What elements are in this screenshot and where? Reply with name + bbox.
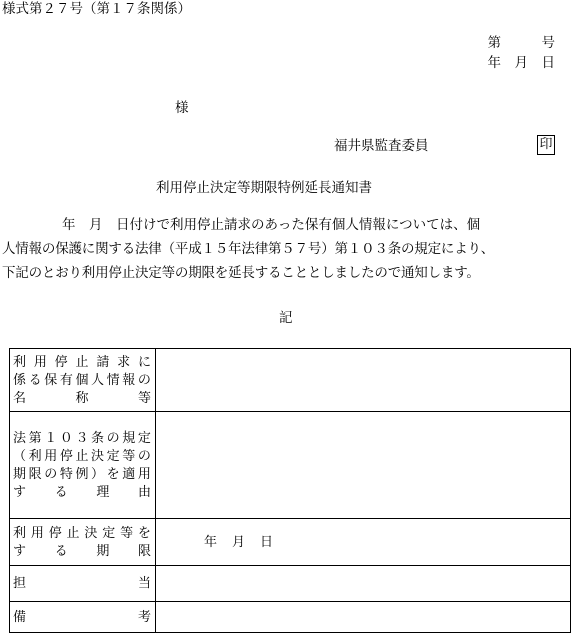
label-char: 特 xyxy=(59,466,73,482)
label-char: （ xyxy=(13,448,27,464)
label-char: ） xyxy=(91,466,105,482)
label-char: 利 xyxy=(28,448,42,464)
label-char: 等 xyxy=(137,390,151,406)
info-table-body xyxy=(10,349,571,633)
label-char: 停 xyxy=(48,525,62,541)
label-char: 定 xyxy=(106,448,120,464)
label-char: 担 xyxy=(13,576,27,591)
reference-number-line: 第 号 xyxy=(487,35,555,51)
label-char: の xyxy=(137,372,151,388)
label-char: 止 xyxy=(75,448,89,464)
table-row xyxy=(10,349,571,412)
label-char: の xyxy=(106,430,120,446)
issuer-name: 福井県監査委員 xyxy=(334,138,429,154)
row-label-line xyxy=(10,575,155,593)
label-char: 等 xyxy=(122,448,136,464)
row-label-line xyxy=(10,465,155,483)
row-label-cell xyxy=(10,566,156,602)
row-label-cell xyxy=(10,412,156,519)
body-text-line-3: 下記のとおり利用停止決定等の期限を延長することとしましたので通知します。 xyxy=(2,265,480,281)
row-label-cell xyxy=(10,602,156,633)
label-char: 用 xyxy=(137,466,151,482)
row-label-line xyxy=(10,483,155,501)
row-value-cell[interactable] xyxy=(156,566,571,602)
label-char: 止 xyxy=(75,354,89,370)
info-table xyxy=(9,348,571,633)
row-label-line xyxy=(10,353,155,371)
label-char: 決 xyxy=(84,525,98,541)
form-number: 様式第２７号（第１７条関係） xyxy=(2,1,191,17)
table-row xyxy=(10,566,571,602)
row-label-line xyxy=(10,447,155,465)
label-char: 備 xyxy=(13,609,27,625)
row-value-cell[interactable] xyxy=(156,602,571,633)
row-value-text: 年 月 日 xyxy=(204,534,275,550)
label-char: 個 xyxy=(75,372,89,388)
label-char: る xyxy=(54,543,68,559)
label-char: 利 xyxy=(13,354,27,370)
label-char: 求 xyxy=(117,354,131,370)
label-char: 期 xyxy=(13,466,27,482)
label-char: 人 xyxy=(91,372,105,388)
body-text-line-1: 年 月 日付けで利用停止請求のあった保有個人情報については、個 xyxy=(62,217,481,233)
label-char: る xyxy=(28,372,42,388)
label-char: 停 xyxy=(54,354,68,370)
row-label-line xyxy=(10,542,155,560)
label-char: を xyxy=(106,466,120,482)
row-value-cell[interactable] xyxy=(156,412,571,519)
row-label-cell xyxy=(10,349,156,412)
date-line: 年 月 日 xyxy=(487,55,555,71)
label-char: 期 xyxy=(96,543,110,559)
table-row xyxy=(10,602,571,633)
row-label-cell xyxy=(10,519,156,566)
label-char: 定 xyxy=(137,430,151,446)
label-char: 用 xyxy=(44,448,58,464)
label-char: 法 xyxy=(13,430,27,446)
label-char: る xyxy=(54,484,68,500)
label-char: 当 xyxy=(137,576,151,591)
label-char: 第 xyxy=(28,430,42,446)
body-text-line-2: 人情報の保護に関する法律（平成１５年法律第５７号）第１０３条の規定により、 xyxy=(2,241,495,257)
label-char: 条 xyxy=(91,430,105,446)
row-value-cell[interactable] xyxy=(156,349,571,412)
label-char: ３ xyxy=(75,430,89,446)
label-char: の xyxy=(44,466,58,482)
label-char: 情 xyxy=(106,372,120,388)
label-char: 止 xyxy=(66,525,80,541)
label-char: １ xyxy=(44,430,58,446)
label-char: 規 xyxy=(122,430,136,446)
row-label-line xyxy=(10,389,155,407)
label-char: 考 xyxy=(137,609,151,625)
row-label-line xyxy=(10,429,155,447)
row-value-cell[interactable] xyxy=(156,519,571,566)
label-char: 限 xyxy=(28,466,42,482)
label-char: 適 xyxy=(122,466,136,482)
addressee-honorific: 様 xyxy=(175,100,189,116)
table-row xyxy=(10,519,571,566)
ki-heading: 記 xyxy=(279,310,293,326)
label-char: を xyxy=(137,525,151,541)
table-row xyxy=(10,412,571,519)
row-label-line xyxy=(10,371,155,389)
label-char: 例 xyxy=(75,466,89,482)
label-char: 係 xyxy=(13,372,27,388)
label-char: す xyxy=(13,543,27,559)
label-char: の xyxy=(137,448,151,464)
document-title: 利用停止決定等期限特例延長通知書 xyxy=(156,180,372,196)
label-char: 報 xyxy=(122,372,136,388)
label-char: す xyxy=(13,484,27,500)
label-char: 理 xyxy=(96,484,110,500)
seal-mark: 印 xyxy=(537,135,555,155)
label-char: 由 xyxy=(137,484,151,500)
label-char: 用 xyxy=(30,525,44,541)
label-char: 利 xyxy=(13,525,27,541)
label-char: 決 xyxy=(91,448,105,464)
label-char: 限 xyxy=(137,543,151,559)
label-char: 保 xyxy=(44,372,58,388)
label-char: に xyxy=(137,354,151,370)
label-char: 定 xyxy=(102,525,116,541)
row-label-line xyxy=(10,608,155,626)
label-char: 用 xyxy=(33,354,47,370)
label-char: 請 xyxy=(96,354,110,370)
label-char: 停 xyxy=(59,448,73,464)
label-char: 有 xyxy=(59,372,73,388)
label-char: ０ xyxy=(59,430,73,446)
label-char: 称 xyxy=(75,390,89,406)
label-char: 等 xyxy=(120,525,134,541)
row-label-line xyxy=(10,524,155,542)
label-char: 名 xyxy=(13,390,27,406)
